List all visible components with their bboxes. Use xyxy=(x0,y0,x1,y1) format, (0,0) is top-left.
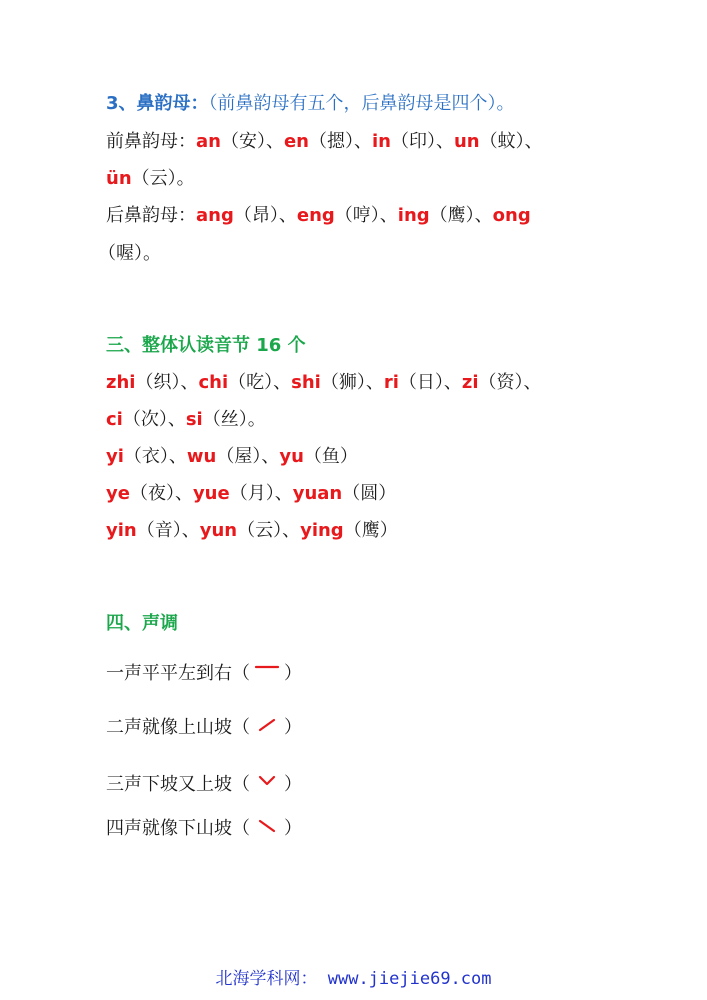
pinyin: eng xyxy=(296,205,335,226)
pinyin: chi xyxy=(198,372,229,393)
hanzi: （印）、 xyxy=(390,131,454,152)
pinyin: an xyxy=(196,131,221,152)
hanzi: （狮）、 xyxy=(320,372,384,393)
hanzi: （日）、 xyxy=(398,372,462,393)
hanzi: （蚊）、 xyxy=(479,131,543,152)
pinyin: yue xyxy=(192,483,230,504)
hanzi: （鱼） xyxy=(303,446,358,467)
tone-row-3 xyxy=(106,773,302,797)
hanzi: （圆） xyxy=(342,483,397,504)
tone-text: 一声平平左到右（ xyxy=(106,663,250,684)
tone-text: 三声下坡又上坡（ xyxy=(106,774,250,795)
back-nasal-line-2 xyxy=(98,242,161,266)
pinyin: yuan xyxy=(292,483,343,504)
hanzi: （织）、 xyxy=(135,372,199,393)
pinyin: ci xyxy=(106,409,123,430)
hanzi: （昂）、 xyxy=(233,205,297,226)
tone-1-icon xyxy=(250,660,284,684)
tones-title: 四、声调 xyxy=(106,613,178,634)
footer-watermark: 北海学科网： www.jiejie69.com xyxy=(215,969,492,989)
pinyin: shi xyxy=(291,372,321,393)
hanzi: （鹰） xyxy=(343,520,398,541)
tone-close: ） xyxy=(284,818,302,839)
pinyin: in xyxy=(372,131,391,152)
tone-row-4 xyxy=(106,817,302,841)
section3-heading xyxy=(106,92,515,116)
hanzi: （安）、 xyxy=(220,131,284,152)
tone-4-icon xyxy=(250,815,284,839)
front-nasal-line-1 xyxy=(106,130,543,154)
tone-row-2 xyxy=(106,716,302,740)
pinyin: si xyxy=(185,409,203,430)
pinyin: ang xyxy=(196,205,234,226)
hanzi: （音）、 xyxy=(136,520,200,541)
hanzi: （次）、 xyxy=(122,409,186,430)
hanzi: （丝）。 xyxy=(202,409,266,430)
back-nasal-label: 后鼻韵母： xyxy=(106,205,196,226)
tone-3-icon xyxy=(250,771,284,795)
front-nasal-label: 前鼻韵母： xyxy=(106,131,196,152)
front-nasal-line-2 xyxy=(106,167,195,191)
section3-note: （前鼻韵母有五个，后鼻韵母是四个）。 xyxy=(208,93,515,114)
tone-close: ） xyxy=(284,717,302,738)
hanzi: （云）、 xyxy=(237,520,301,541)
pinyin: un xyxy=(453,131,480,152)
pinyin: en xyxy=(283,131,309,152)
pinyin: yun xyxy=(199,520,238,541)
hanzi: （月）、 xyxy=(229,483,293,504)
hanzi: （喔）。 xyxy=(98,243,161,264)
tone-close: ） xyxy=(284,774,302,795)
tone-row-1 xyxy=(106,662,302,686)
zhengti-row-4 xyxy=(106,482,396,506)
hanzi: （哼）、 xyxy=(334,205,398,226)
tone-2-icon xyxy=(250,714,284,738)
hanzi: （屋）、 xyxy=(216,446,280,467)
pinyin: zi xyxy=(461,372,479,393)
zhengti-title: 三、整体认读音节 16 个 xyxy=(106,335,306,356)
hanzi: （吃）、 xyxy=(228,372,292,393)
pinyin: ing xyxy=(397,205,430,226)
pinyin: wu xyxy=(186,446,217,467)
zhengti-row-1 xyxy=(106,371,542,395)
pinyin: zhi xyxy=(106,372,136,393)
pinyin: ri xyxy=(383,372,399,393)
tone-text: 四声就像下山坡（ xyxy=(106,818,250,839)
pinyin: ong xyxy=(492,205,531,226)
hanzi: （云）。 xyxy=(131,168,195,189)
back-nasal-line-1 xyxy=(106,204,531,228)
hanzi: （资）、 xyxy=(478,372,542,393)
zhengti-row-3 xyxy=(106,445,358,469)
pinyin: yi xyxy=(106,446,124,467)
pinyin: yu xyxy=(279,446,304,467)
zhengti-row-2 xyxy=(106,408,266,432)
zhengti-row-5 xyxy=(106,519,398,543)
tone-text: 二声就像上山坡（ xyxy=(106,717,250,738)
hanzi: （鹰）、 xyxy=(429,205,493,226)
pinyin: ün xyxy=(106,168,132,189)
pinyin: yin xyxy=(106,520,137,541)
section3-title: 3、鼻韵母： xyxy=(106,93,209,114)
tone-close: ） xyxy=(284,663,302,684)
pinyin: ye xyxy=(106,483,130,504)
hanzi: （衣）、 xyxy=(123,446,187,467)
pinyin: ying xyxy=(300,520,344,541)
hanzi: （摁）、 xyxy=(309,131,372,152)
hanzi: （夜）、 xyxy=(129,483,193,504)
